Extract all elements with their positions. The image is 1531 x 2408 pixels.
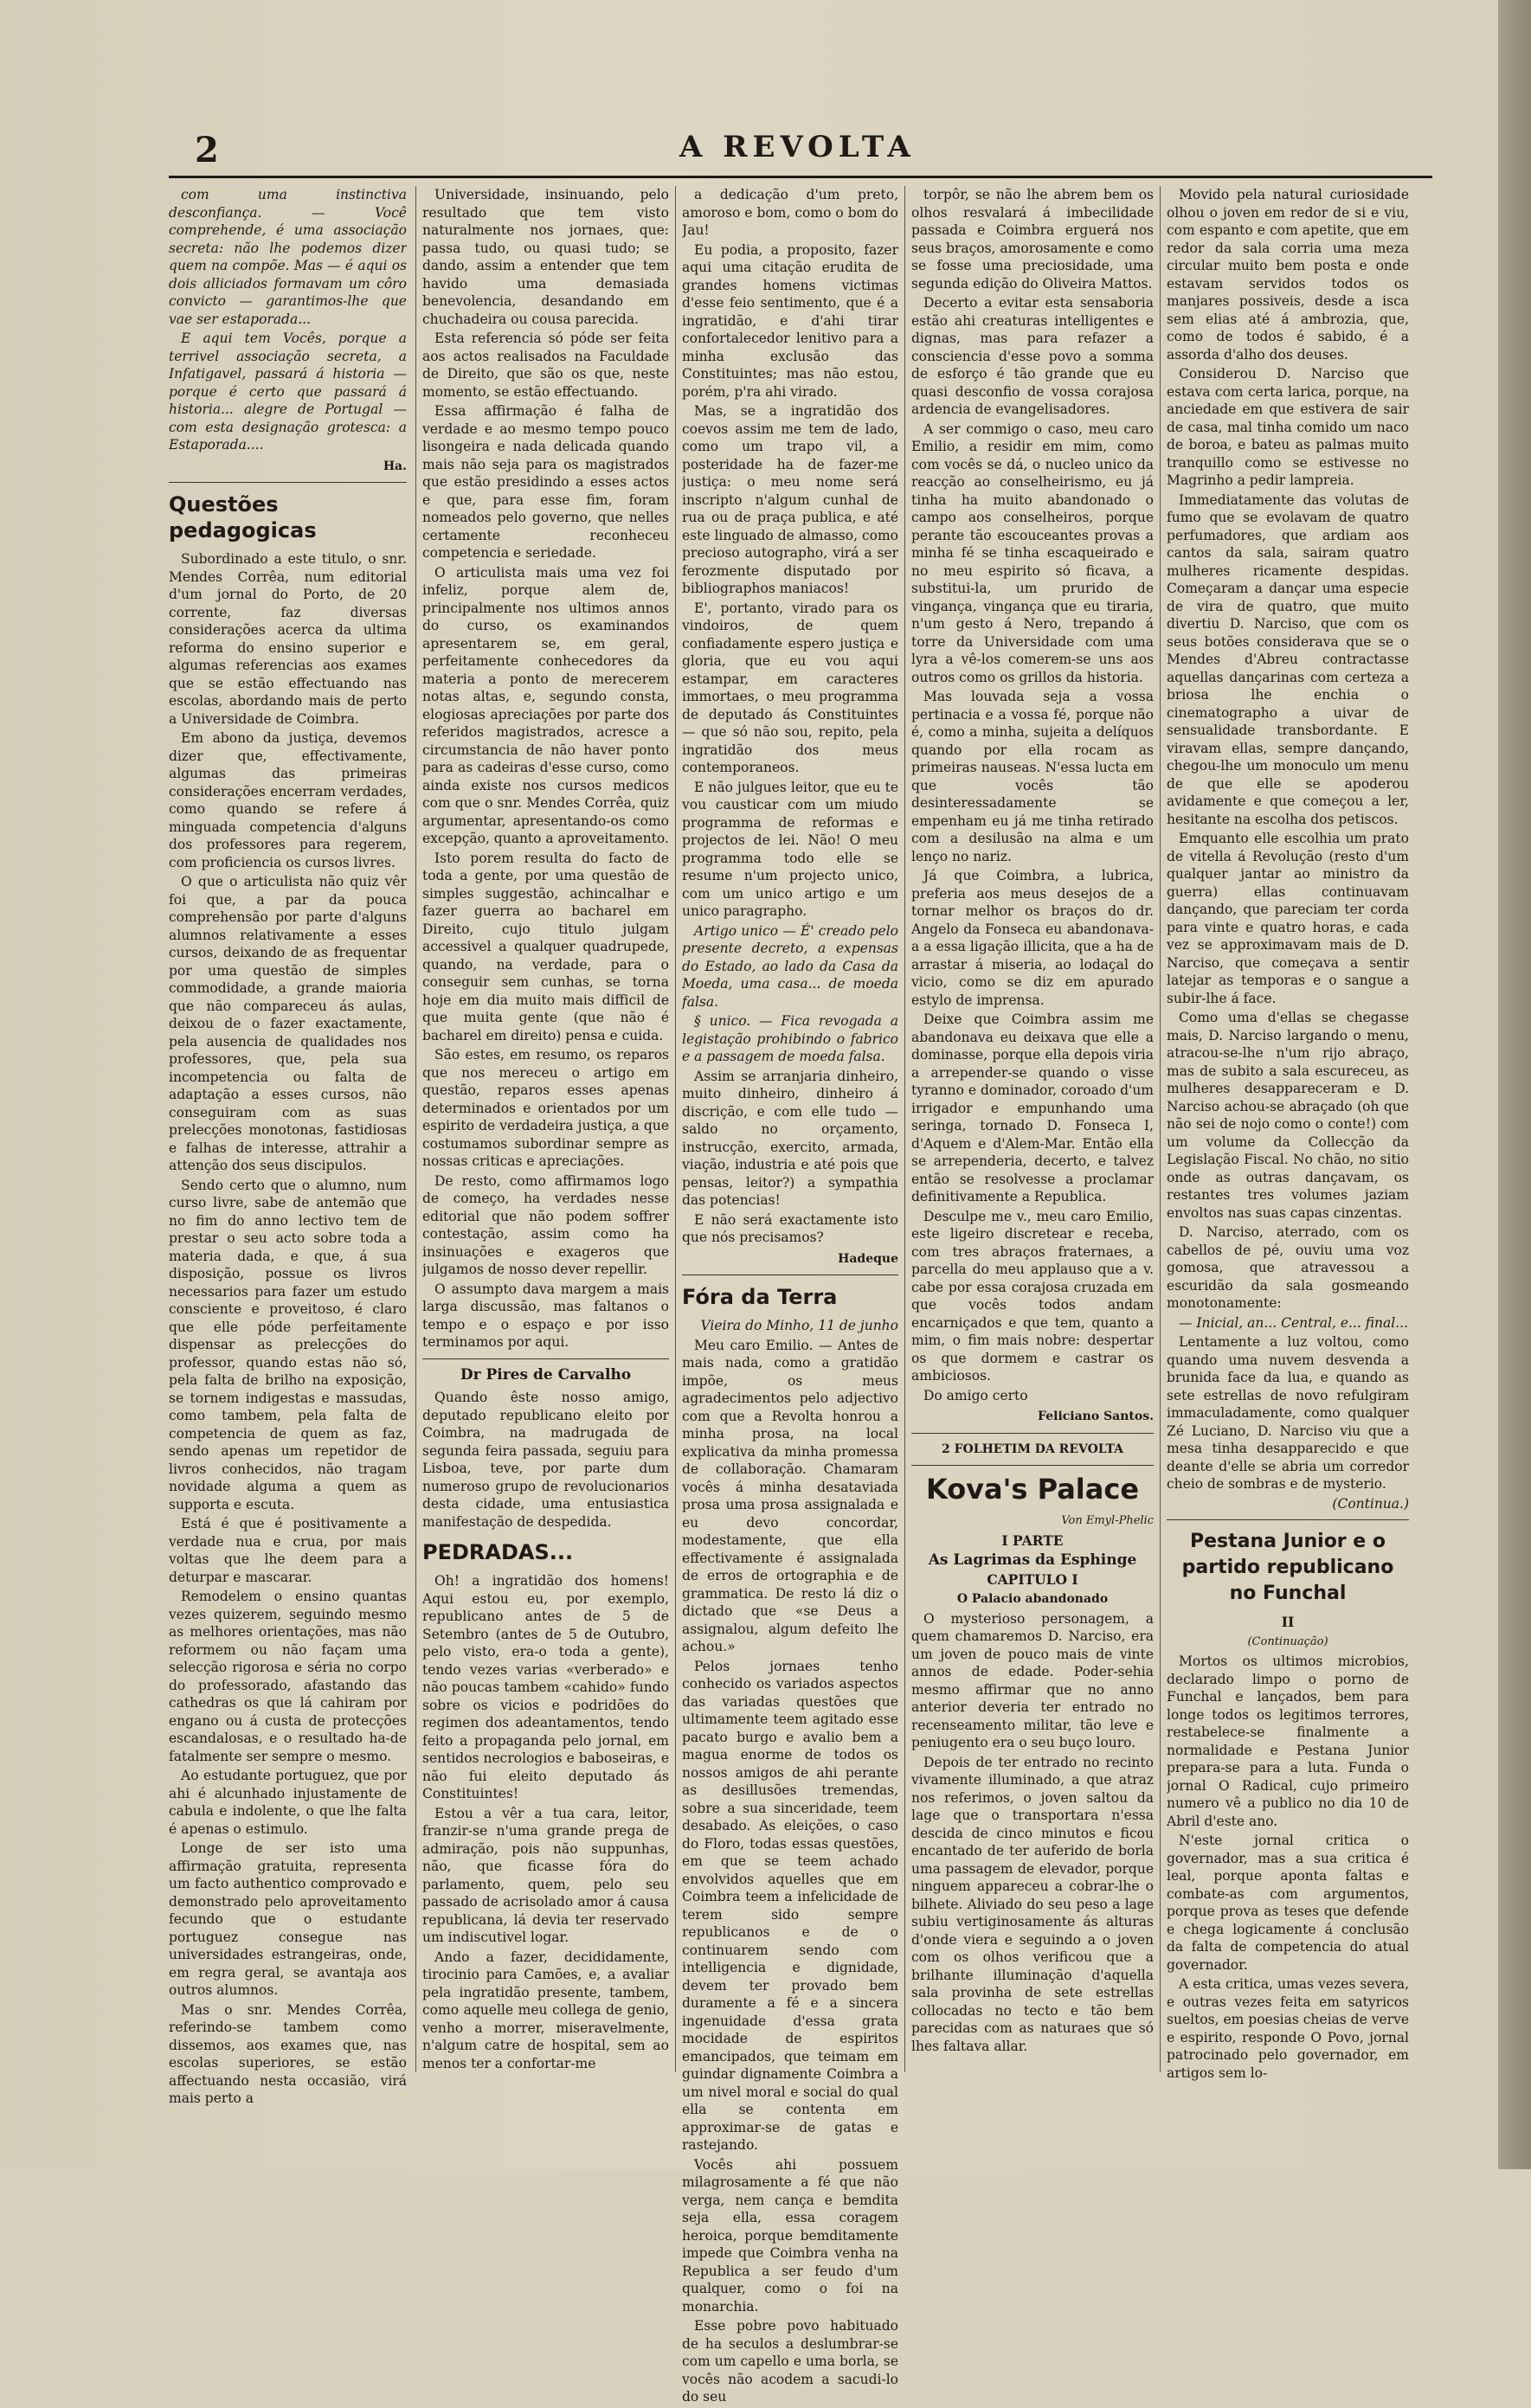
column-2 — [422, 186, 669, 2074]
paragraph: Mas louvada seja a vossa pertinacia e a vossa fé, porque não é, como a minha, sujeita a delíquos quando por ella rocam as primeiras nauseas. N'essa lucta em que vocês tão desinteressadamente se empenham eu já me tinha retirado com a desilusão na alma e um lenço no nariz. — [911, 689, 1154, 864]
paragraph: Assim se arranjaria dinheiro, muito dinheiro, dinheiro á discrição, e com elle tudo — saldo no orçamento, instrucção, exercito, armada, viação, industria e até pois que pensas, leitor?) a sympathia das potencias! — [682, 1068, 898, 1208]
article-title: Questões pedagogicas — [169, 492, 317, 543]
folhetim-header — [911, 1441, 1154, 1459]
article-title: Fóra da Terra — [682, 1285, 838, 1309]
serial-subtitle: As Lagrimas da Esphinge — [928, 1551, 1137, 1569]
paragraph: Está é que é positivamente a verdade nua e crua, por mais voltas que lhe deem para a deturpar e mascarar. — [169, 1516, 407, 1585]
paragraph: Estou a vêr a tua cara, leitor, franzir-se n'uma grande prega de admiração, pois não suppunhas, não, que ficasse fóra do parlamento, quem, pelo seu passado de acrisolado amor á causa republicana, lá devia ter reservado um indiscutivel logar. — [422, 1805, 669, 1945]
serial-title: Kova's Palace — [925, 1473, 1140, 1506]
serial-author: Von Emyl-Phelic — [1061, 1514, 1154, 1527]
paragraph: Longe de ser isto uma affirmação gratuita, representa um facto authentico comprovado e demonstrado pelo aproveitamento fecundo que o estudante portuguez consegue nas universidades estrangeiras, onde, em regra geral, se avantaja aos outros alumnos. — [169, 1840, 407, 1998]
newspaper-title: A REVOLTA — [679, 130, 916, 164]
section-rule — [911, 1433, 1154, 1434]
section-rule — [911, 1465, 1154, 1466]
signature: Feliciano Santos. — [1038, 1409, 1154, 1423]
paragraph: Pelos jornaes tenho conhecido os variados aspectos das variadas questões que ultimamente teem agitado esse pacato burgo e avalio bem a magua enorme de todos os nossos amigos de ahi perante as desillusões tremendas, sobre a sua sinceridade, teem desabado. As eleições, o caso do Floro, todas essas questões, em que se teem achado envolvidos aquelles que em Coimbra teem a infelicidade de terem sido sempre republicanos e de o continuarem sendo com intelligencia e dignidade, devem ter provado bem duramente a fé e a sincera ingenuidade d'essa grata mocidade de espiritos emancipados, que teimam em guindar dignamente Coimbra a um nivel moral e social do qual ella se contenta em approximar-se de gatas e rastejando. — [682, 1658, 898, 2153]
paragraph: Universidade, insinuando, pelo resultado que tem visto naturalmente nos jornaes, que: passa tudo, ou quasi tudo; se dando, assim a entender que tem havido uma demasiada benevolencia, desandando em chuchadeira ou cousa parecida. — [422, 187, 669, 327]
column-5 — [1167, 186, 1409, 2084]
paragraph: De resto, como affirmamos logo de começo, ha verdades nesse editorial que não podem soffrer contestação, assim como ha insinuações e exageros que julgamos de nosso dever repellir. — [422, 1172, 669, 1277]
article-title: Dr Pires de Carvalho — [460, 1365, 632, 1384]
signature: Hadeque — [838, 1251, 898, 1266]
folhetim-label: FOLHETIM DA REVOLTA — [954, 1442, 1124, 1456]
paragraph: E não julgues leitor, que eu te vou causticar com um miudo programma de reformas e projectos de lei. Não! O meu programma todo elle se resume n'um projecto unico, com um unico artigo e um unico paragrapho. — [682, 779, 898, 919]
page-edge — [1498, 0, 1531, 2169]
paragraph: Emquanto elle escolhia um prato de vitella á Revolução (resto d'um qualquer jantar ao ministro da guerra) ellas continuavam dançando, que pareciam ter corda para vinte e quatro horas, e cada vez se approximavam mais de D. Narciso, que começava a sentir latejar as temporas e o sangue a subir-lhe á face. — [1167, 831, 1409, 1006]
section-rule — [422, 1358, 669, 1359]
paragraph: Lentamente a luz voltou, como quando uma nuvem desvenda a brunida face da lua, e quando as sete estrellas de novo refulgiram immaculadamente, como qualquer Zé Luciano, D. Narciso viu que a mesa tinha desapparecido e que deante d'elle se abria um corredor cheio de sombras e de mysterio. — [1167, 1334, 1409, 1492]
paragraph: São estes, em resumo, os reparos que nos mereceu o artigo em questão, reparos esses apenas determinados e orientados por um espirito de verdadeira justiça, a que costumamos subordinar sempre as nossas criticas e apreciações. — [422, 1047, 669, 1169]
paragraph: Já que Coimbra, a lubrica, preferia aos meus desejos de a tornar melhor os braços do dr. Angelo da Fonseca eu abandonava-a a essa ligação illicita, que a ha de arrastar á miseria, ao lodaçal do vicio, como se diz em apurado estylo de imprensa. — [911, 868, 1154, 1008]
paragraph: Como uma d'ellas se chegasse mais, D. Narciso largando o menu, atracou-se-lhe n'um rijo abraço, mas de subito a sala escureceu, as mulheres desappareceram e D. Narciso achou-se abraçado (oh que não sei de nojo como o conte!) com um volume da Collecção da Legislação Fiscal. No chão, no sitio onde as outras dançavam, os restantes tres volumes jaziam envoltos nas suas capas cinzentas. — [1167, 1010, 1409, 1221]
header-rule — [169, 176, 1432, 178]
section-rule — [169, 482, 407, 483]
page-header — [195, 130, 1441, 177]
paragraph: § unico. — Fica revogada a legistação prohibindo o fabrico e a passagem de moeda falsa. — [682, 1013, 898, 1064]
paragraph: E aqui tem Vocês, porque a terrivel associação secreta, a Infatigavel, passará á historia — porque é certo que passará á historia... alegre de Portugal — com esta designação grotesca: a Estaporada.... — [169, 331, 407, 453]
paragraph: E', portanto, virado para os vindoiros, de quem confiadamente espero justiça e gloria, que eu vou aqui estampar, em caracteres immortaes, o meu programma de deputado ás Constituintes — que só não sou, repito, pela ingratidão dos meus contemporaneos. — [682, 600, 898, 775]
column-divider — [415, 186, 416, 2072]
paragraph: A esta critica, umas vezes severa, e outras vezes feita em satyricos sueltos, em poesias cheias de verve e espirito, responde O Povo, jornal patrocinado pelo governador, em artigos sem lo- — [1167, 1976, 1409, 2081]
paragraph: Quando êste nosso amigo, deputado republicano eleito por Coimbra, na madrugada de segunda feira passada, seguiu para Lisboa, teve, por parte dum numeroso grupo de revolucionarios desta cidade, uma entusiastica manifestação de despedida. — [422, 1390, 669, 1530]
paragraph: a dedicação d'um preto, amoroso e bom, como o bom do Jau! — [682, 187, 898, 238]
section-number: II — [1281, 1614, 1295, 1630]
article-title: Pestana Junior e o partido republicano no Funchal — [1181, 1531, 1394, 1604]
paragraph: Vocês ahi possuem milagrosamente a fé que não verga, nem cança e bemdita seja ella, essa coragem heroica, porque bemditamente impede que Coimbra venha na Republica a ser feudo d'um qualquer, como o foi na monarchia. — [682, 2156, 898, 2315]
paragraph: Immediatamente das volutas de fumo que se evolavam de quatro perfumadores, que ardiam aos cantos da sala, sairam quatro mulheres ricamente despidas. Começaram a dançar uma especie de vira de quatro, que muito divertiu D. Narciso, que com os seus botões considerava que se o Mendes d'Abreu contractasse aquellas dançarinas com certeza a briosa lhe enchia o cinematographo a uivar de sensualidade transbordante. E viravam ellas, sempre dançando, chegou-lhe um monoculo um menu de que elle se apoderou avidamente e que começou a ler, hesitante na escolha dos petiscos. — [1167, 491, 1409, 827]
folhetim-number: 2 — [941, 1442, 950, 1456]
paragraph: Meu caro Emilio. — Antes de mais nada, como a gratidão impõe, os meus agradecimentos pelo adjectivo com que a Revolta honrou a minha prosa, na local explicativa da minha promessa de collaboração. Chamaram vocês á minha desataviada prosa uma prosa assignalada e eu devo concordar, modestamente, que ella effectivamente é assignalada de erros de ortographia e de grammatica. De resto lá diz o dictado que «se Deus a assignalou, algum defeito lhe achou.» — [682, 1337, 898, 1654]
serial-chapter: CAPITULO I — [987, 1570, 1078, 1588]
column-divider — [904, 186, 905, 2072]
paragraph: Isto porem resulta do facto de toda a gente, por uma questão de simples suggestão, achincalhar e fazer guerra ao bacharel em Direito, cujo titulo julgam accessivel a qualquer quadrupede, quando, na verdade, para o conseguir sem cunhas, se torna hoje em dia muito mais difficil de que muita gente (que não é bacharel em direito) pensa e cuida. — [422, 850, 669, 1043]
paragraph: torpôr, se não lhe abrem bem os olhos resvalará á imbecilidade passada e Coimbra erguerá nos seus braços, amorosamente e como se fosse uma preciosidade, uma segunda edição do Oliveira Mattos. — [911, 187, 1154, 292]
paragraph: Subordinado a este titulo, o snr. Mendes Corrêa, num editorial d'um jornal do Porto, de 20 corrente, faz diversas considerações acerca da ultima reforma do ensino superior e algumas referencias aos exames que se estão effectuando nas escolas, abordando mais de perto a Universidade de Coimbra. — [169, 551, 407, 727]
column-3 — [682, 186, 898, 2408]
page-number: 2 — [195, 130, 219, 170]
article-title: PEDRADAS... — [422, 1540, 574, 1564]
paragraph: O assumpto dava margem a mais larga discussão, mas faltanos o tempo e o espaço e por isso terminamos por aqui. — [422, 1281, 669, 1350]
paragraph: N'este jornal critica o governador, mas a sua critica é leal, porque aponta faltas e combate-as com argumentos, porque prova as teses que defende e chega logicamente á conclusão da falta de competencia do atual governador. — [1167, 1833, 1409, 1973]
serial-part: I PARTE — [1001, 1531, 1064, 1549]
section-rule — [1167, 1519, 1409, 1520]
paragraph: Essa affirmação é falha de verdade e ao mesmo tempo pouco lisongeira e nada delicada quando mais não seja para os magistrados que estão presidindo a esses actos e que, para esse fim, foram nomeados pelo governo, que nelles certamente reconheceu competencia e seriedade. — [422, 403, 669, 561]
column-divider — [675, 186, 676, 2072]
paragraph: Mortos os ultimos microbios, declarado limpo o porno de Funchal e lançados, bem para longe todos os legitimos terrores, restabelece-se finalmente a normalidade e Pestana Junior prepara-se para a luta. Funda o jornal O Radical, cujo primeiro numero vê a publico no dia 10 de Abril d'este ano. — [1167, 1653, 1409, 1829]
paragraph: Do amigo certo — [923, 1387, 1028, 1403]
column-divider — [1160, 186, 1161, 2072]
paragraph: O articulista mais uma vez foi infeliz, porque alem de, principalmente nos ultimos annos do curso, os examinandos apresentarem se, em geral, perfeitamente conhecedores da materia a ponto de merecerem notas altas, e, segundo consta, elogiosas apreciações por parte dos referidos magistrados, acresce a circumstancia de não haver ponto para as cadeiras d'esse curso, como ainda existe nos cursos medicos com que o snr. Mendes Corrêa, quiz argumentar, apresentando-os como excepção, quanto a aproveitamento. — [422, 564, 669, 846]
paragraph: Ao estudante portuguez, que por ahi é alcunhado injustamente de cabula e indolente, o que lhe falta é apenas o estimulo. — [169, 1768, 407, 1837]
dateline: Vieira do Minho, 11 de junho — [700, 1318, 898, 1333]
paragraph: E não será exactamente isto que nós precisamos? — [682, 1211, 898, 1245]
column-1 — [169, 186, 407, 2109]
signature: Ha. — [383, 459, 407, 473]
paragraph: D. Narciso, aterrado, com os cabellos de pé, ouviu uma voz gomosa, que atravessou a escuridão da sala gosmeando monotonamente: — [1167, 1224, 1409, 1311]
paragraph: Movido pela natural curiosidade olhou o joven em redor de si e viu, com espanto e com apetite, que em redor da sala corria uma meza circular muito bem posta e onde estavam servidos todos os manjares possiveis, desde a isca sem elias até á ambrozia, que, como de todos é sabido, é a assorda d'alho dos deuses. — [1167, 187, 1409, 363]
paragraph: Esta referencia só póde ser feita aos actos realisados na Faculdade de Direito, que são os que, neste momento, se estão effectuando. — [422, 331, 669, 400]
paragraph: Desculpe me v., meu caro Emilio, este ligeiro discretear e receba, com tres abraços fraternaes, a parcella do meu applauso que a v. cabe por essa corajosa cruzada em que vocês todos andam encarniçados e que tem, quanto a mim, o fim mais nobre: despertar os que dormem e castrar os ambiciosos. — [911, 1208, 1154, 1384]
paragraph: Ando a fazer, decididamente, tirocinio para Camões, e, a avaliar pela ingratidão presente, tambem, como aquelle meu collega de genio, venho a morrer, miseravelmente, n'algum catre de hospital, sem ao menos ter a confortar-me — [422, 1949, 669, 2071]
paragraph: Em abono da justiça, devemos dizer que, effectivamente, algumas das primeiras considerações encerram verdades, como quando se refere á minguada competencia d'alguns dos professores para regerem, com proficiencia os cursos livres. — [169, 730, 407, 870]
column-4 — [911, 186, 1154, 2057]
paragraph: Sendo certo que o alumno, num curso livre, sabe de antemão que no fim do anno lectivo tem de prestar o seu acto sobre toda a materia dada, e que, á sua disposição, possue os livros necessarios para fazer um estudo consciente e proveitoso, é claro que elle póde perfeitamente dispensar as prelecções do professor, quando estas não só, pela falta de brilho na exposição, se tornem indigestas e massudas, como tambem, pela falta de competencia de quem as faz, sendo apenas um repetidor de livros conhecidos, não tragam novidade alguma a quem as supporta e escuta. — [169, 1177, 407, 1512]
paragraph: Artigo unico — É' creado pelo presente decreto, a expensas do Estado, ao lado da Casa da Moeda, uma casa... de moeda falsa. — [682, 922, 898, 1010]
paragraph: O mysterioso personagem, a quem chamaremos D. Narciso, era um joven de pouco mais de vinte annos de edade. Poder-sehia mesmo affirmar que no anno anterior deveria ter entrado no recenseamento militar, tão leve e peniugento era o seu buço louro. — [911, 1610, 1154, 1750]
paragraph: Oh! a ingratidão dos homens! Aqui estou eu, por exemplo, republicano antes de 5 de Setembro (antes de 5 de Outubro, pelo visto, era-o toda a gente), tendo vezes varias «verberado» e não poucas tambem «cahido» fundo sobre os vicios e podridões do regimen dos adeantamentos, tendo feito a propaganda pelo jornal, em sentidos necrologios e baboseiras, e não fui eleito deputado ás Constituintes! — [422, 1573, 669, 1801]
paragraph: Decerto a evitar esta sensaboria estão ahi creaturas intelligentes e dignas, mas para refazer a consciencia d'esse povo a somma de esforço é tão grande que eu quasi desconfio de vossa corajosa ardencia de evangelisadores. — [911, 295, 1154, 417]
continued-note: (Continua.) — [1332, 1495, 1409, 1512]
paragraph: Mas o snr. Mendes Corrêa, referindo-se tambem como dissemos, aos exames que, nas escolas superiores, se estão affectuando nesta occasião, virá mais perto a — [169, 2001, 407, 2106]
paragraph: — Inicial, an... Central, e... final... — [1179, 1314, 1408, 1331]
paragraph: Remodelem o ensino quantas vezes quizerem, seguindo mesmo as melhores orientações, mas não reformem ou não façam uma selecção rigorosa e séria no corpo do professorado, afastando das cathedras os que lá cahiram por engano ou á custa de protecções escandalosas, e o resultado ha-de fatalmente ser sempre o mesmo. — [169, 1589, 407, 1764]
paragraph: com uma instinctiva desconfiança. — Você comprehende, é uma associação secreta: não lhe podemos dizer quem na compõe. Mas — é aqui os dois alliciados formavam um côro convicto — garantimos-lhe que vae ser estaporada... — [169, 187, 407, 327]
paragraph: Deixe que Coimbra assim me abandonava eu deixava que elle a dominasse, porque ella depois viria a arrepender-se quando o visse tyranno e dominador, coroado d'um irrigador e empunhando uma seringa, tornado D. Fonseca I, d'Aquem e d'Alem-Mar. Então ella se arrependeria, decerto, e talvez então se resolvesse a proclamar definitivamente a Republica. — [911, 1011, 1154, 1204]
paragraph: Mas, se a ingratidão dos coevos assim me tem de lado, como um trapo vil, a posteridade ha de fazer-me justiça: o meu nome será inscripto n'algum cunhal de rua ou de praça publica, e até este linguado de almasso, como precioso autographo, virá a ser ferozmente disputado por bibliographos maniacos! — [682, 403, 898, 596]
paragraph: Considerou D. Narciso que estava com certa larica, porque, na anciedade em que estivera de sair de casa, mal tinha comido um naco de boroa, e bateu as palmas muito tranquillo como se estivesse no Magrinho a pedir lampreia. — [1167, 366, 1409, 488]
chapter-title: O Palacio abandonado — [956, 1592, 1109, 1606]
paragraph: Eu podia, a proposito, fazer aqui uma citação erudita de grandes homens victimas d'esse feio sentimento, que é a ingratidão, e d'ahi tirar confortalecedor lenitivo para a minha exclusão das Constituintes; mas não estou, porém, p'ra ahi virado. — [682, 241, 898, 400]
paragraph: Depois de ter entrado no recinto vivamente illuminado, a que atraz nos referimos, o joven saltou da lage que o transportara n'essa descida de cinco minutos e ficou encantado de ter auferido de borla uma passagem de elevador, porque ninguem appareceu a cobrar-lhe o bilhete. Aliviado do seu peso a lage subiu vertiginosamente ás alturas d'onde viera e seguindo a o joven com os olhos verificou que a brilhante illuminação d'aquella sala provinha de sete estrellas collocadas no tecto e tão bem parecidas com as naturaes que só lhes faltava allar. — [911, 1754, 1154, 2054]
paragraph: O que o articulista não quiz vêr foi que, a par da pouca comprehensão por parte d'alguns alumnos relativamente a esses cursos, deixando de as frequentar por uma questão de simples commodidade, a grande maioria que não compareceu ás aulas, deixou de o fazer exactamente, pela ausencia de qualidades nos professores, que, pela sua incompetencia ou falta de adaptação a esses cursos, não conseguiram com as suas prelecções monotonas, fastidiosas e falhas de interesse, attrahir a attenção dos seus discipulos. — [169, 874, 407, 1173]
paragraph: Esse pobre povo habituado de ha seculos a deslumbrar-se com um capello e uma borla, se vocês não acodem a sacudi-lo do seu — [682, 2318, 898, 2405]
continued-note: (Continuação) — [1247, 1634, 1328, 1648]
paragraph: A ser commigo o caso, meu caro Emilio, a residir em mim, como com vocês se dá, o nucleo unico da reacção ao conselheirismo, eu já tinha ha muito abandonado o campo aos conselheiros, porque perante tão escouceantes provas a minha fé se tinha escaqueirado e no meu espirito só ficava, a substitui-la, um prurido de vingança, vingança que eu tiraria, n'um gesto á Nero, trepando á torre da Universidade com uma lyra a vê-los comerem-se uns aos outros como os grillos da historia. — [911, 421, 1154, 685]
